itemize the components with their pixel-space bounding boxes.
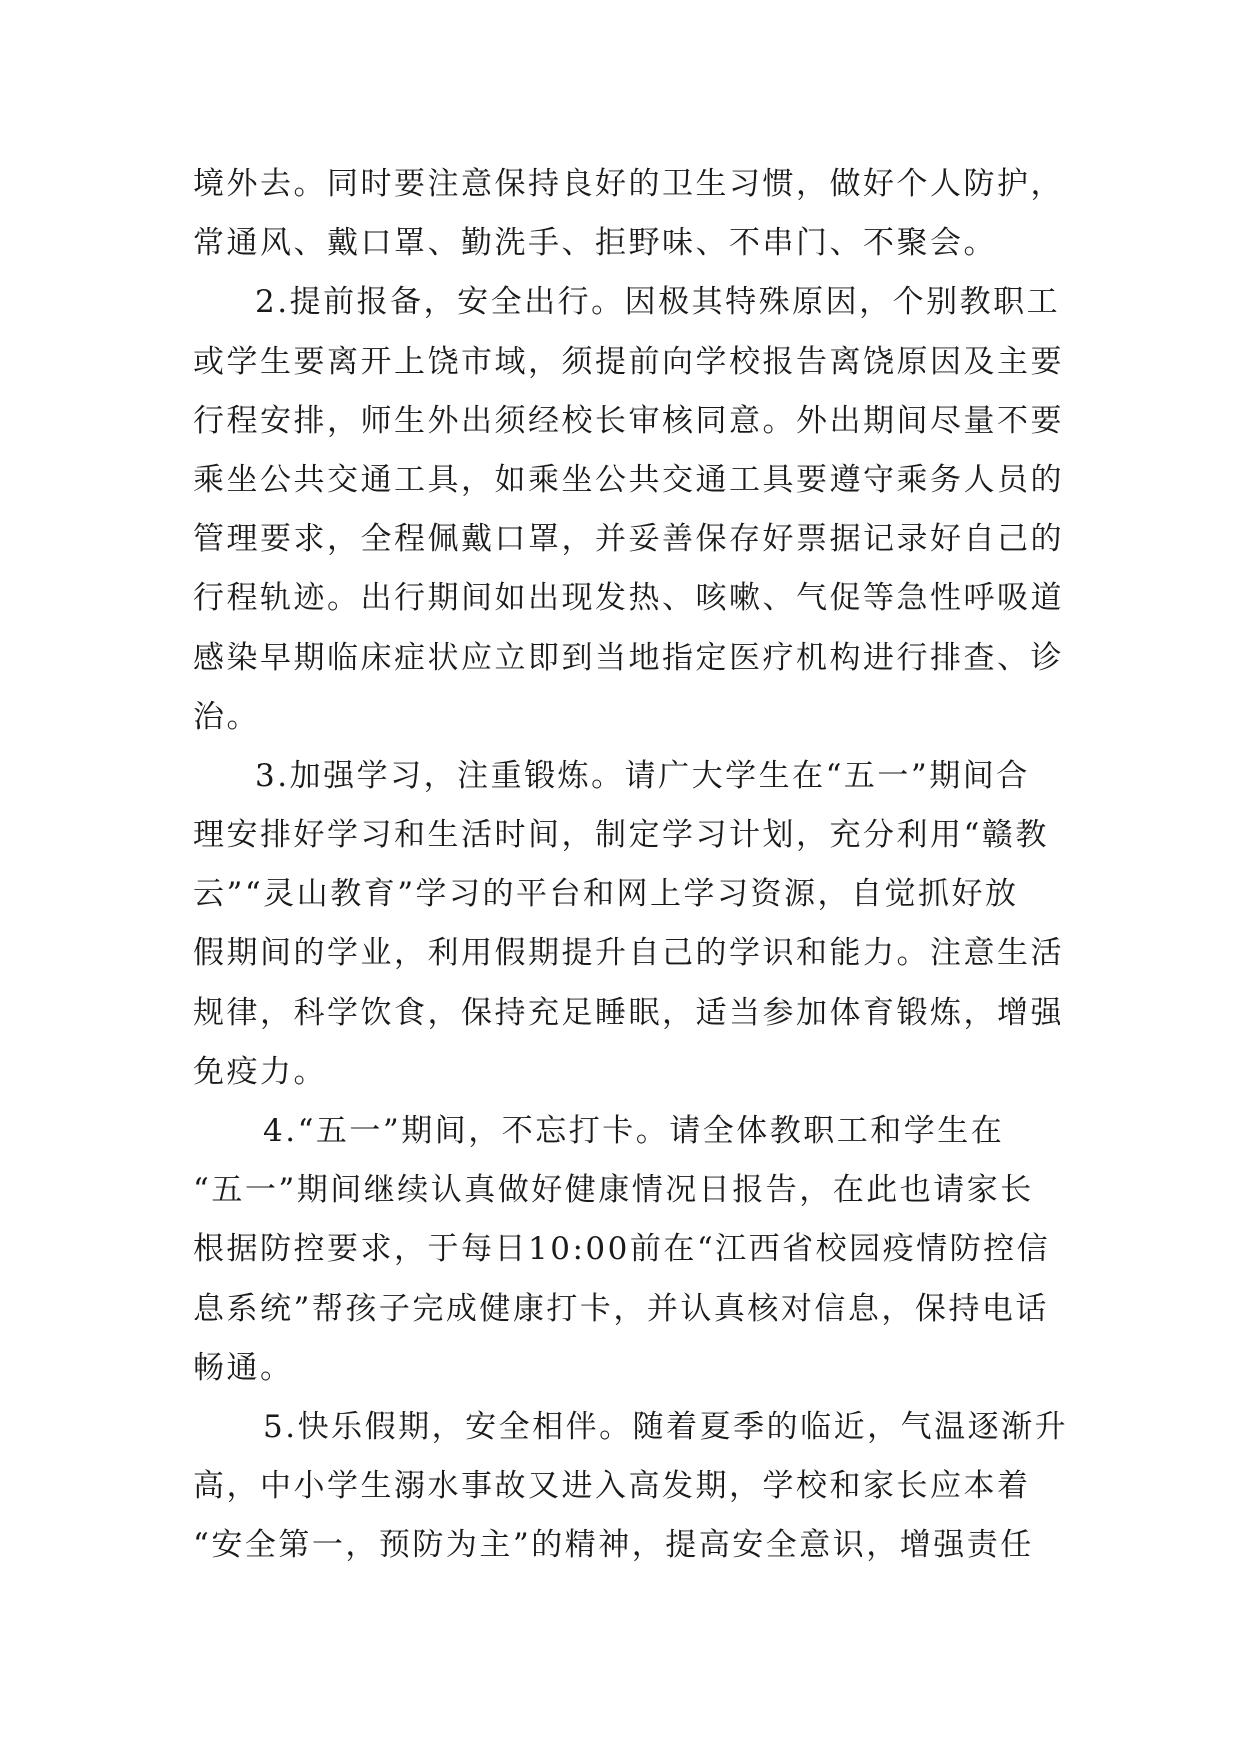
text-line: 理安排好学习和生活时间，制定学习计划，充分利用“赣教: [193, 817, 1049, 854]
text-line: 行程轨迹。出行期间如出现发热、咳嗽、气促等急性呼吸道: [193, 580, 1064, 617]
text-line: 畅通。: [193, 1349, 294, 1386]
text-line: “安全第一，预防为主”的精神，提高安全意识，增强责任: [193, 1527, 1034, 1564]
text-line: “五一”期间继续认真做好健康情况日报告，在此也请家长: [193, 1172, 1034, 1209]
document-body: [193, 155, 1069, 1576]
text-line: 根据防控要求，于每日10:00前在“江西省校园疫情防控信: [193, 1231, 1051, 1268]
text-line: 假期间的学业，利用假期提升自己的学识和能力。注意生活: [193, 935, 1064, 972]
paragraph-5-heading-line: 5.快乐假期，安全相伴。随着夏季的临近，气温逐渐升: [263, 1408, 1069, 1445]
text-line: 管理要求，全程佩戴口罩，并妥善保存好票据记录好自己的: [193, 521, 1064, 558]
text-line: 或学生要离开上饶市域，须提前向学校报告离饶原因及主要: [193, 343, 1064, 380]
text-line: 治。: [193, 698, 260, 735]
text-line: 常通风、戴口罩、勤洗手、拒野味、不串门、不聚会。: [193, 225, 997, 262]
paragraph-3-heading-line: 3.加强学习，注重锻炼。请广大学生在“五一”期间合: [255, 757, 1030, 794]
text-line: 云”“灵山教育”学习的平台和网上学习资源，自觉抓好放: [193, 876, 1019, 913]
text-line: 息系统”帮孩子完成健康打卡，并认真核对信息，保持电话: [193, 1290, 1049, 1327]
text-line: 行程安排，师生外出须经校长审核同意。外出期间尽量不要: [193, 402, 1064, 439]
text-line: 境外去。同时要注意保持良好的卫生习惯，做好个人防护，: [193, 166, 1064, 202]
text-line: 规律，科学饮食，保持充足睡眠，适当参加体育锻炼，增强: [193, 994, 1064, 1031]
paragraph-4-heading-line: 4.“五一”期间，不忘打卡。请全体教职工和学生在: [263, 1113, 1005, 1149]
text-line: 高，中小学生溺水事故又进入高发期，学校和家长应本着: [193, 1468, 1031, 1505]
paragraph-2-heading-line: 2.提前报备，安全出行。因极其特殊原因，个别教职工: [255, 284, 1061, 321]
text-line: 感染早期临床症状应立即到当地指定医疗机构进行排查、诊: [193, 639, 1064, 676]
text-line: 免疫力。: [193, 1053, 327, 1090]
text-line: 乘坐公共交通工具，如乘坐公共交通工具要遵守乘务人员的: [193, 461, 1064, 498]
